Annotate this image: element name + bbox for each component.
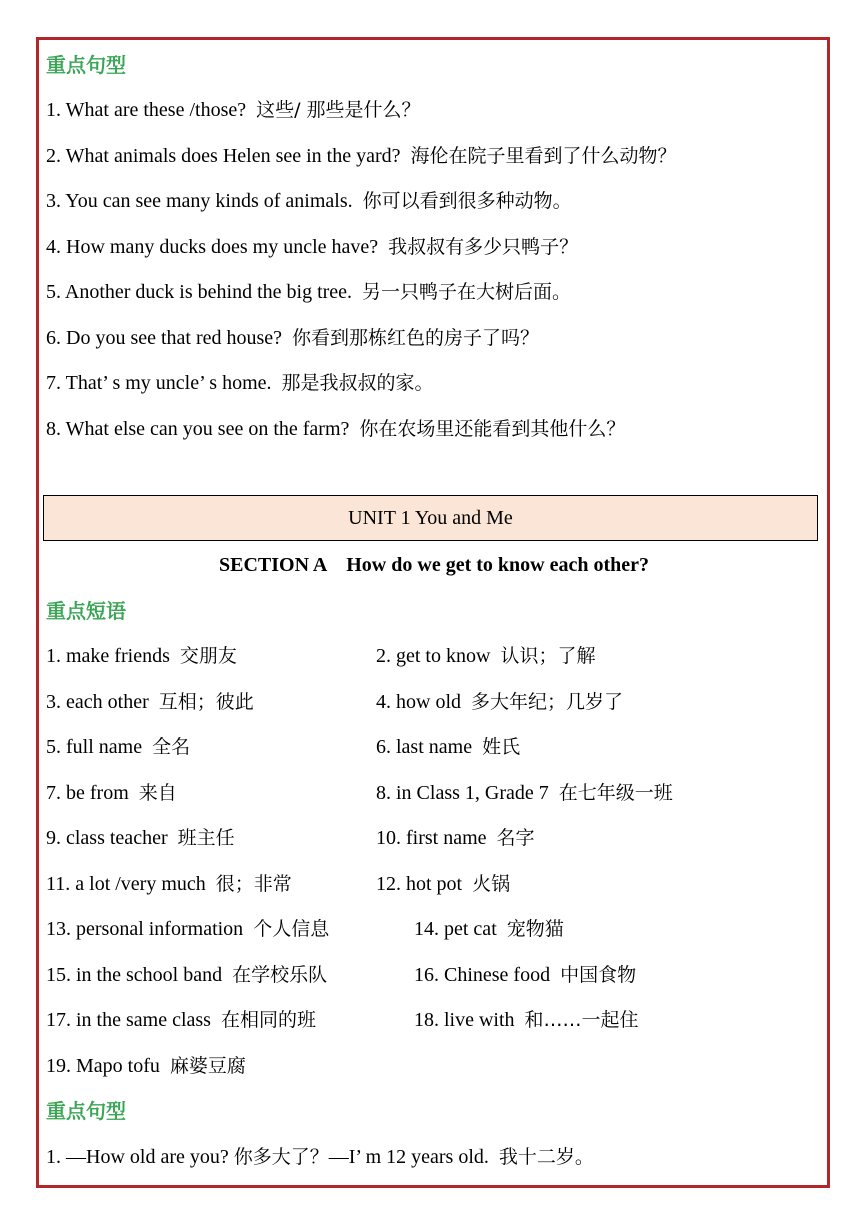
sentence-5: 5. Another duck is behind the big tree. 另一只鸭子在大树后面。 — [46, 281, 572, 303]
sentence-6: 6. Do you see that red house? 你看到那栋红色的房子了吗？ — [46, 327, 540, 349]
phrase-14: 14. pet cat 宠物猫 — [414, 918, 564, 940]
unit-title-box — [43, 495, 818, 541]
phrase-12: 12. hot pot 火锅 — [376, 873, 511, 895]
phrase-18: 18. live with 和……一起住 — [414, 1009, 639, 1031]
sentence-7: 7. That’ s my uncle’ s home. 那是我叔叔的家。 — [46, 372, 434, 394]
key-sentences-heading: 重点句型 — [46, 53, 126, 77]
phrase-13: 13. personal information 个人信息 — [46, 918, 330, 940]
phrase-17: 17. in the same class 在相同的班 — [46, 1009, 316, 1031]
key-sentences-heading-2: 重点句型 — [46, 1099, 126, 1123]
phrase-1: 1. make friends 交朋友 — [46, 645, 237, 667]
phrase-4: 4. how old 多大年纪；几岁了 — [376, 691, 624, 713]
sentence-4: 4. How many ducks does my uncle have? 我叔叔有多少只鸭子？ — [46, 236, 579, 258]
phrase-3: 3. each other 互相；彼此 — [46, 691, 254, 713]
phrase-11: 11. a lot /very much 很；非常 — [46, 873, 292, 895]
unit-title: UNIT 1 You and Me — [348, 506, 513, 529]
phrase-9: 9. class teacher 班主任 — [46, 827, 235, 849]
phrase-8: 8. in Class 1, Grade 7 在七年级一班 — [376, 782, 673, 804]
phrase-10: 10. first name 名字 — [376, 827, 535, 849]
phrase-16: 16. Chinese food 中国食物 — [414, 964, 637, 986]
sentence-3: 3. You can see many kinds of animals. 你可以看到很多种动物。 — [46, 190, 572, 212]
dialogue-sentence-1: 1. —How old are you? 你多大了？—I’ m 12 years old. 我十二岁。 — [46, 1146, 594, 1168]
section-title: SECTION A How do we get to know each other? — [218, 554, 649, 576]
phrase-19: 19. Mapo tofu 麻婆豆腐 — [46, 1055, 246, 1077]
phrase-7: 7. be from 来自 — [46, 782, 177, 804]
phrase-6: 6. last name 姓氏 — [376, 736, 521, 758]
sentence-8: 8. What else can you see on the farm? 你在农场里还能看到其他什么？ — [46, 418, 626, 440]
key-phrases-heading: 重点短语 — [46, 599, 126, 623]
phrase-15: 15. in the school band 在学校乐队 — [46, 964, 328, 986]
sentence-2: 2. What animals does Helen see in the yard? 海伦在院子里看到了什么动物？ — [46, 145, 677, 167]
phrase-2: 2. get to know 认识；了解 — [376, 645, 596, 667]
sentence-1: 1. What are these /those? 这些/ 那些是什么？ — [46, 99, 421, 121]
phrase-5: 5. full name 全名 — [46, 736, 191, 758]
